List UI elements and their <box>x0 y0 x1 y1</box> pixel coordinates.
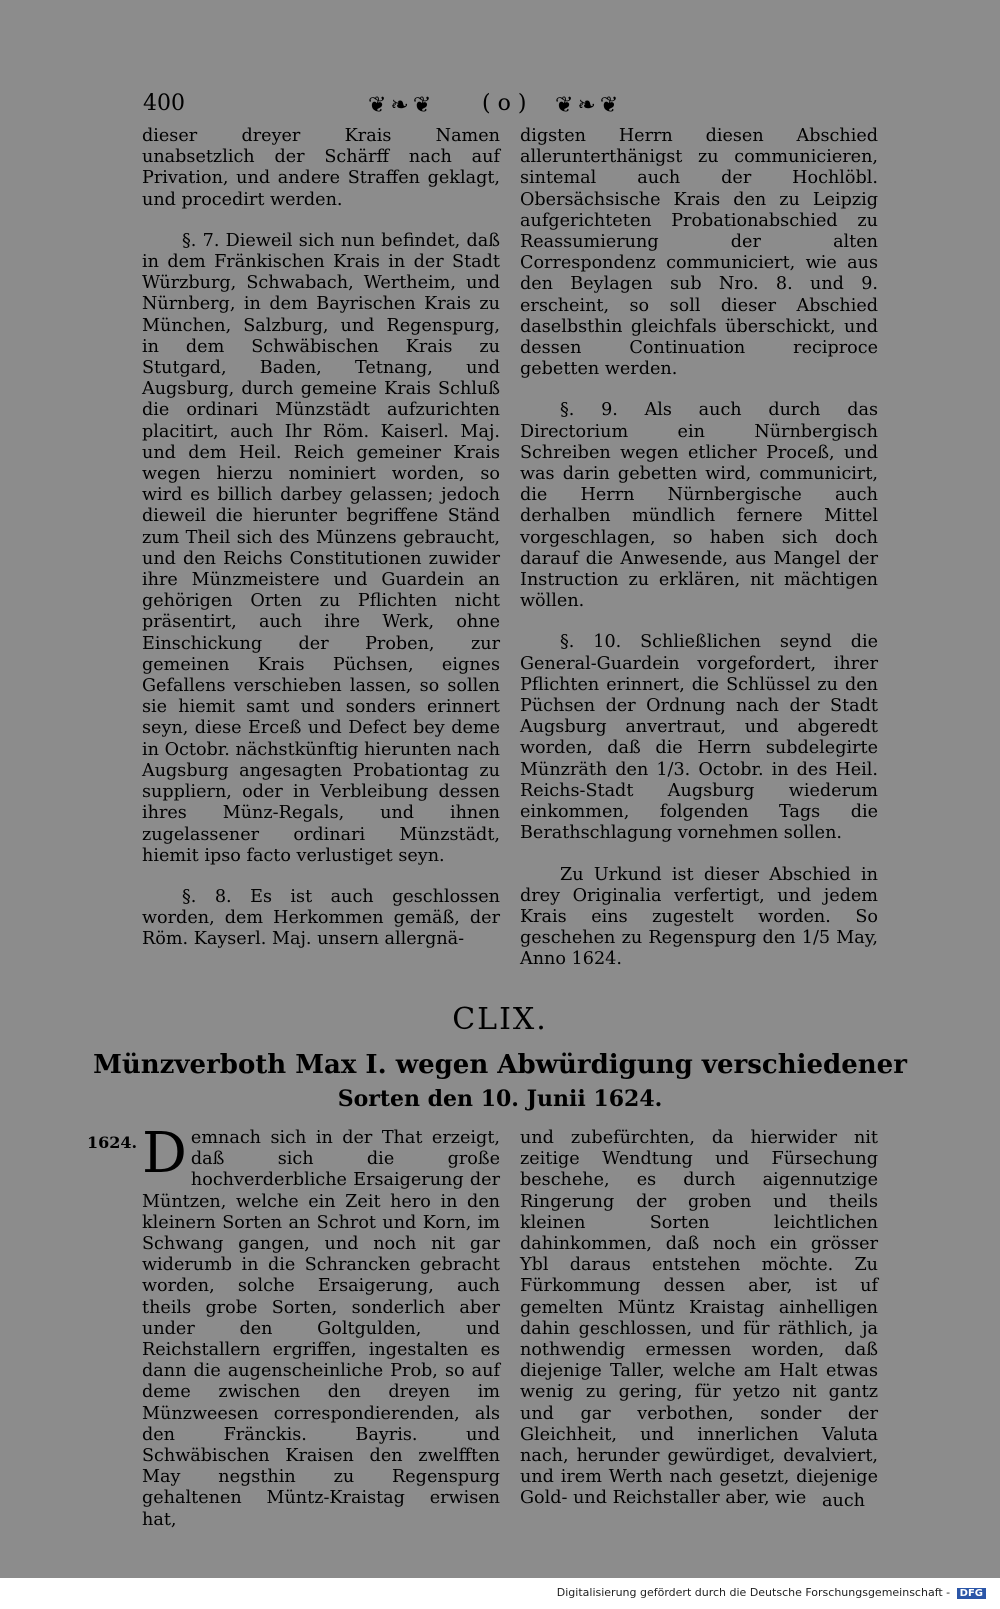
footer <box>557 1586 986 1599</box>
section-subtitle: Sorten den 10. Junii 1624. <box>337 1086 663 1112</box>
catchword: auch <box>822 1491 866 1511</box>
right-column <box>520 126 878 971</box>
margin-year: 1624. <box>87 1133 138 1152</box>
footer-text: Digitalisierung gefördert durch die Deutsche Forschungsgemeinschaft - <box>556 1586 951 1599</box>
ornament-right-icon: ❦❧❦ <box>555 93 623 118</box>
paragraph-section-9: §. 9. Als auch durch das Directorium ein Nürnbergisch Schreiben wegen etlicher Proceß, und was darin gebetten wird, communicirt, die Herrn Nürnbergische auch derhalben mündlich fernere Mittel vorgeschlagen, so haben sich doch darauf die Anwesende, aus Mangel der Instruction zu erklären, nit mächtigen wöllen. <box>520 400 878 612</box>
paragraph: dieser dreyer Krais Namen unabsetzlich der Schärff nach auf Privation, und andere Straffen geklagt, und procedirt werden. <box>142 126 500 210</box>
paragraph-section-10: §. 10. Schließlichen seynd die General-Guardein vorgefordert, ihrer Pflichten erinnert, die Schlüssel zu den Püchsen der Ordnung nach der Stadt Augsburg anvertraut, und abgeredt worden, daß die Herrn subdelegirte Münzräth den 1/3. Octobr. in des Heil. Reichs-Stadt Augsburg wiederum einkommen, folgenden Tags die Berathschlagung vornehmen sollen. <box>520 632 878 844</box>
decree-left-column <box>142 1121 500 1531</box>
left-column <box>142 126 500 951</box>
ornament-left-icon: ❦❧❦ <box>368 93 436 118</box>
paragraph-section-7: §. 7. Dieweil sich nun befindet, daß in dem Fränkischen Krais in der Stadt Würzburg, Schwabach, Wertheim, und Nürnberg, in dem Bayrischen Krais zu München, Salzburg, und Regenspurg, in dem Schwäbischen Krais zu Stutgard, Baden, Tetnang, und Augsburg, durch gemeine Krais Schluß die ordinari Münzstädt aufzurichten placitirt, auch Ihr Röm. Kaiserl. Maj. und dem Heil. Reich gemeiner Krais wegen hierzu nominiert worden, so wird es billich darbey gelassen; jedoch dieweil die hierunter begriffene Ständ zum Theil sich des Münzens gebraucht, und den Reichs Constitutionen zuwider ihre Münzmeistere und Guardein an gehörigen Orten zu Pflichten nicht präsentirt, auch ihre Werk, ohne Einschickung der Proben, zur gemeinen Krais Püchsen, eignes Gefallens verschieben lassen, so sollen sie hiemit samt und sonders erinnert seyn, diese Erceß und Defect bey deme in Octobr. nächstkünftig hierunten nach Augsburg angesagten Probationtag zu suppliern, oder in Verbleibung dessen ihres Münz-Regals, und ihnen zugelassener ordinari Münzstädt, hiemit ipso facto verlustiget seyn. <box>142 230 500 866</box>
paragraph-section-8: §. 8. Es ist auch geschlossen worden, dem Herkommen gemäß, der Röm. Kayserl. Maj. unsern allergnä- <box>142 886 500 950</box>
paragraph-closing: Zu Urkund ist dieser Abschied in drey Originalia verfertigt, und jedem Krais eins zugestelt worden. So geschehen zu Regenspurg den 1/5 May, Anno 1624. <box>520 864 878 970</box>
decree-text-right: und zubefürchten, da hierwider nit zeitige Wendtung und Fürsechung beschehe, es durch aigennutzige Ringerung der groben und theils kleinen Sorten leichtlichen dahinkommen, daß noch ein grösser Ybl daraus entstehen möchte. Zu Fürkommung dessen aber, ist uf gemelten Müntz Kraistag ainhelligen dahin geschlossen, und für räthlich, ja nothwendig ermessen worden, daß diejenige Taller, welche am Halt etwas wenig zu gering, für yetzo nit gantz und gar verbothen, sonder der Gleichheit, und innerlichen Valuta nach, herunder gewürdiget, devalviert, und irem Werth nach gesetzt, diejenige Gold- und Reichstaller aber, wie <box>520 1128 878 1509</box>
drop-cap: D <box>142 1121 187 1186</box>
decree-text-left: emnach sich in der That erzeigt, daß sich die große hochverderbliche Ersaigerung der Müntzen, welche ein Zeit hero in den kleinern Sorten an Schrot und Korn, im Schwang gangen, und noch nit gar widerumb in die Schrancken gebracht worden, solche Ersaigerung, auch theils grobe Sorten, sonderlich aber under den Goltgulden, und Reichstallern ergriffen, ingestalten es dann die augenscheinliche Prob, so auf deme zwischen den dreyen im Münzweesen correspondierenden, als den Fränckis. Bayris. und Schwäbischen Kraisen den zwelfften May negsthin zu Regenspurg gehaltenen Müntz-Kraistag erwisen hat, <box>142 1128 500 1530</box>
page-mark: ( o ) <box>482 91 527 116</box>
dfg-logo-icon: DFG <box>957 1588 986 1599</box>
section-numeral: CLIX. <box>452 1002 548 1037</box>
decree-right-column <box>520 1128 878 1510</box>
paragraph: digsten Herrn diesen Abschied allerunterthänigst zu communicieren, sintemal auch der Hochlöbl. Obersächsische Krais den zu Leipzig aufgerichteten Probationabschied zu Reassumierung der alten Correspondenz communiciert, wie aus den Beylagen sub Nro. 8. und 9. erscheint, so soll dieser Abschied daselbsthin gleichfals überschickt, und dessen Continuation reciproce gebetten werden. <box>520 126 878 380</box>
page-number: 400 <box>143 91 185 116</box>
section-title: Münzverboth Max I. wegen Abwürdigung verschiedener <box>93 1050 907 1080</box>
